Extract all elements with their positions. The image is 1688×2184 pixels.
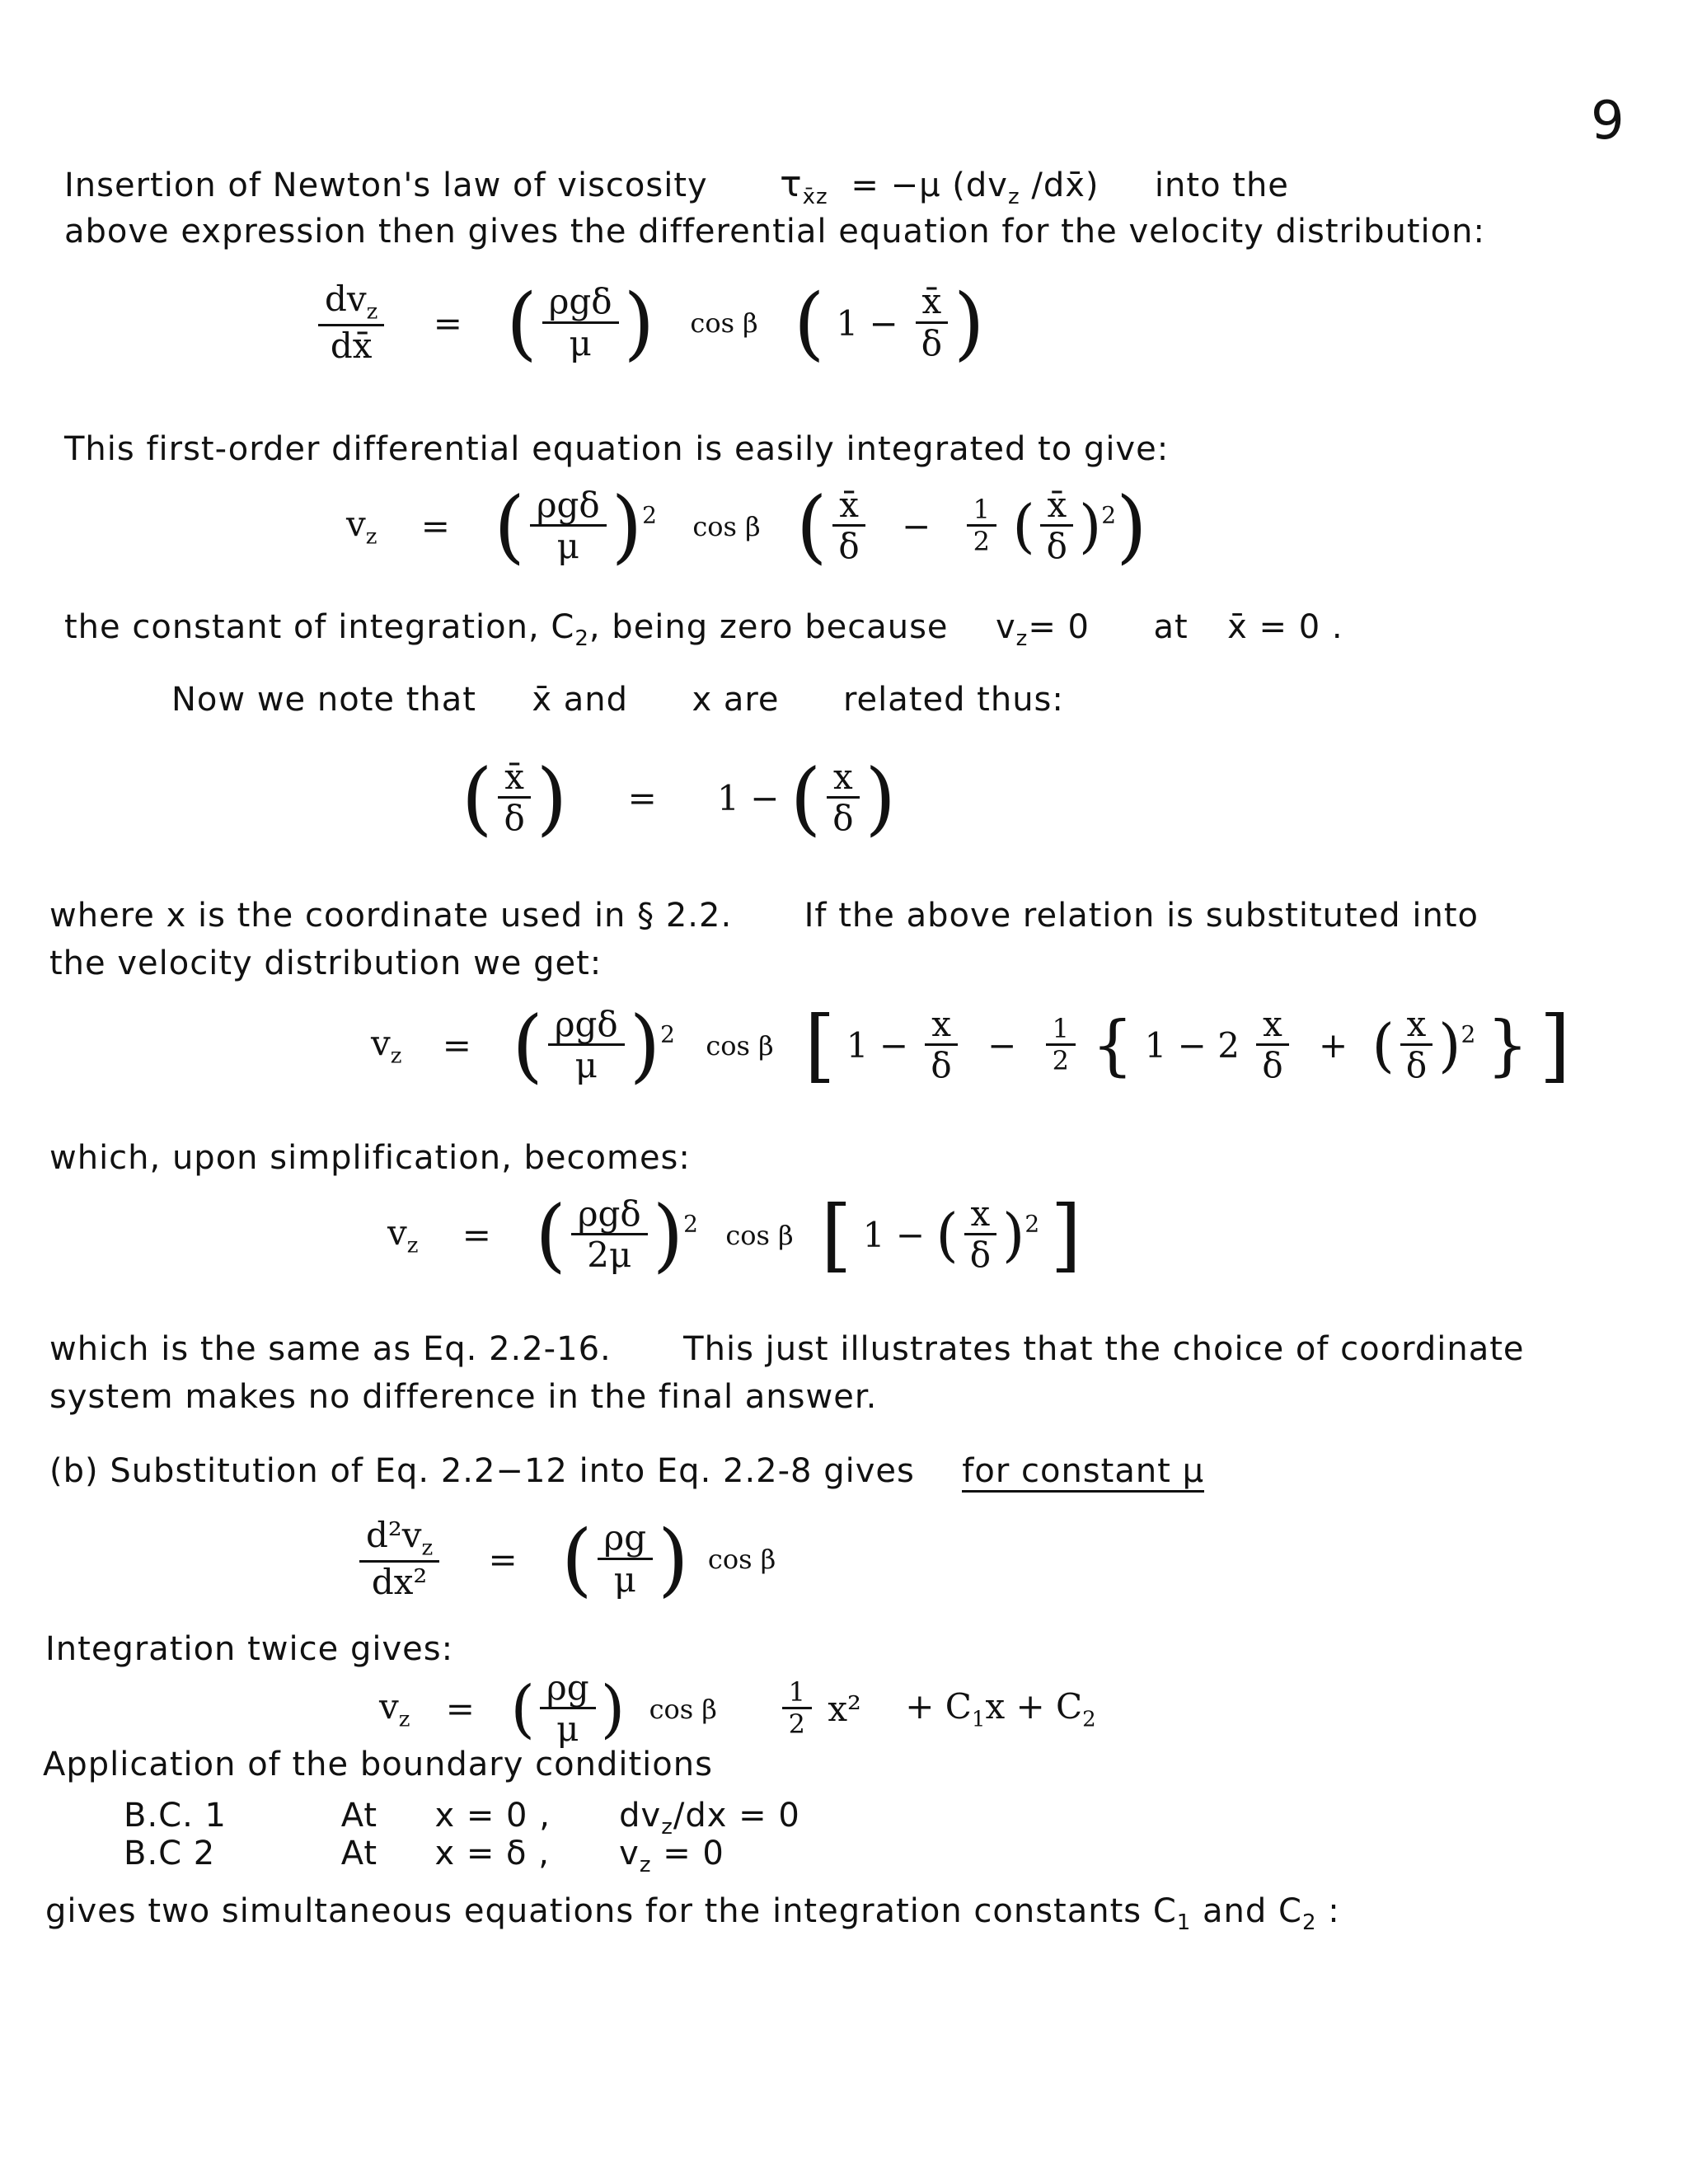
paragraph-8: (b) Substitution of Eq. 2.2−12 into Eq. 2.2-8 gives for constant μ — [49, 1452, 1204, 1490]
equation-3: ( $\frac{x̄}{\delta}$ ) = 1 − ( $\frac{x}{\delta}$ ) — [462, 752, 896, 845]
equation-5: $v_z$ = ( $\frac{\text{ρgδ}}{2\mu}$ )$^2$ cos β [ 1 − ( $\frac{x}{\delta}$ )$^2$ ] — [387, 1188, 1081, 1282]
tau-symbol: τ — [780, 163, 803, 205]
paragraph-11: gives two simultaneous equations for the integration constants $C_1$ and $C_2$ : — [45, 1892, 1340, 1935]
page-number: 9 — [1591, 91, 1625, 152]
paragraph-1-line-2: above expression then gives the differential equation for the velocity distribution: — [64, 213, 1485, 251]
equation-7: $v_z$ = ( $\frac{\rho g}{\mu}$ ) cos β $\frac{1}{2}$ $x^2 + C_1x + C_2$ — [379, 1667, 1096, 1750]
viscosity-expression-sub: z — [1007, 185, 1020, 209]
viscosity-expression: = −μ (dv — [851, 166, 1008, 204]
equation-6: $\frac{d^2v_z}{\text{dx²}}$ = ( $\frac{\rho g}{\mu}$ ) cos β — [354, 1516, 784, 1602]
paragraph-1-line-1 — [64, 163, 1289, 209]
paragraph-6: which, upon simplification, becomes: — [49, 1139, 691, 1177]
paragraph-3: the constant of integration, $C_2$, being zero because $v_z= 0$ at x̄ = 0 . — [64, 608, 1343, 651]
equation-4: $v_z$ = ( $\frac{\text{ρgδ}}{\mu}$ )$^2$ cos β [ 1 − $\frac{x}{\delta}$ − $\frac{1}{2}$ { 1 − 2 $\frac{x}{\delta}$ + ( $\frac{x}{\delta}$ )$^2$ } ] — [371, 999, 1571, 1092]
equation-1: $\frac{dv_z}{dx̄}$ = ( $\frac{\text{ρgδ}}{\mu}$ ) cos β ( 1 − $\frac{x̄}{\delta}$ ) — [313, 280, 985, 366]
equation-2: $v_z$ = ( $\frac{\text{ρgδ}}{\mu}$ )$^2$ cos β ( $\frac{x̄}{\delta}$ − $\frac{1}{2}$ ( $\frac{x̄}{\delta}$ )$^2$) — [346, 480, 1147, 573]
paragraph-5-line-2: the velocity distribution we get: — [49, 944, 603, 982]
bc-row-2: B.C 2 At x = δ , $v_z = 0$ — [124, 1835, 724, 1877]
paragraph-7-line-2: system makes no difference in the final answer. — [49, 1378, 878, 1416]
paragraph-4: Now we note that x̄ and x are related thus: — [171, 681, 1064, 719]
paragraph-7-line-1: which is the same as Eq. 2.2-16. This just illustrates that the choice of coordinate — [49, 1330, 1525, 1368]
tau-subscript: x̄z — [802, 185, 828, 209]
bc-row-1: B.C. 1 At x = 0 , $dv_z/dx = 0$ — [124, 1797, 800, 1840]
for-constant-mu: for constant μ — [962, 1452, 1204, 1493]
paragraph-5-line-1: where x is the coordinate used in § 2.2. If the above relation is substituted into — [49, 897, 1479, 935]
viscosity-expression-tail: /dx̄) — [1020, 166, 1100, 204]
paragraph-10: Application of the boundary conditions — [43, 1746, 713, 1783]
text-into-the: into the — [1154, 166, 1289, 204]
paragraph-2: This first-order differential equation is easily integrated to give: — [64, 430, 1170, 468]
text-newton-law: Insertion of Newton's law of viscosity — [64, 166, 708, 204]
paragraph-9: Integration twice gives: — [45, 1630, 454, 1668]
